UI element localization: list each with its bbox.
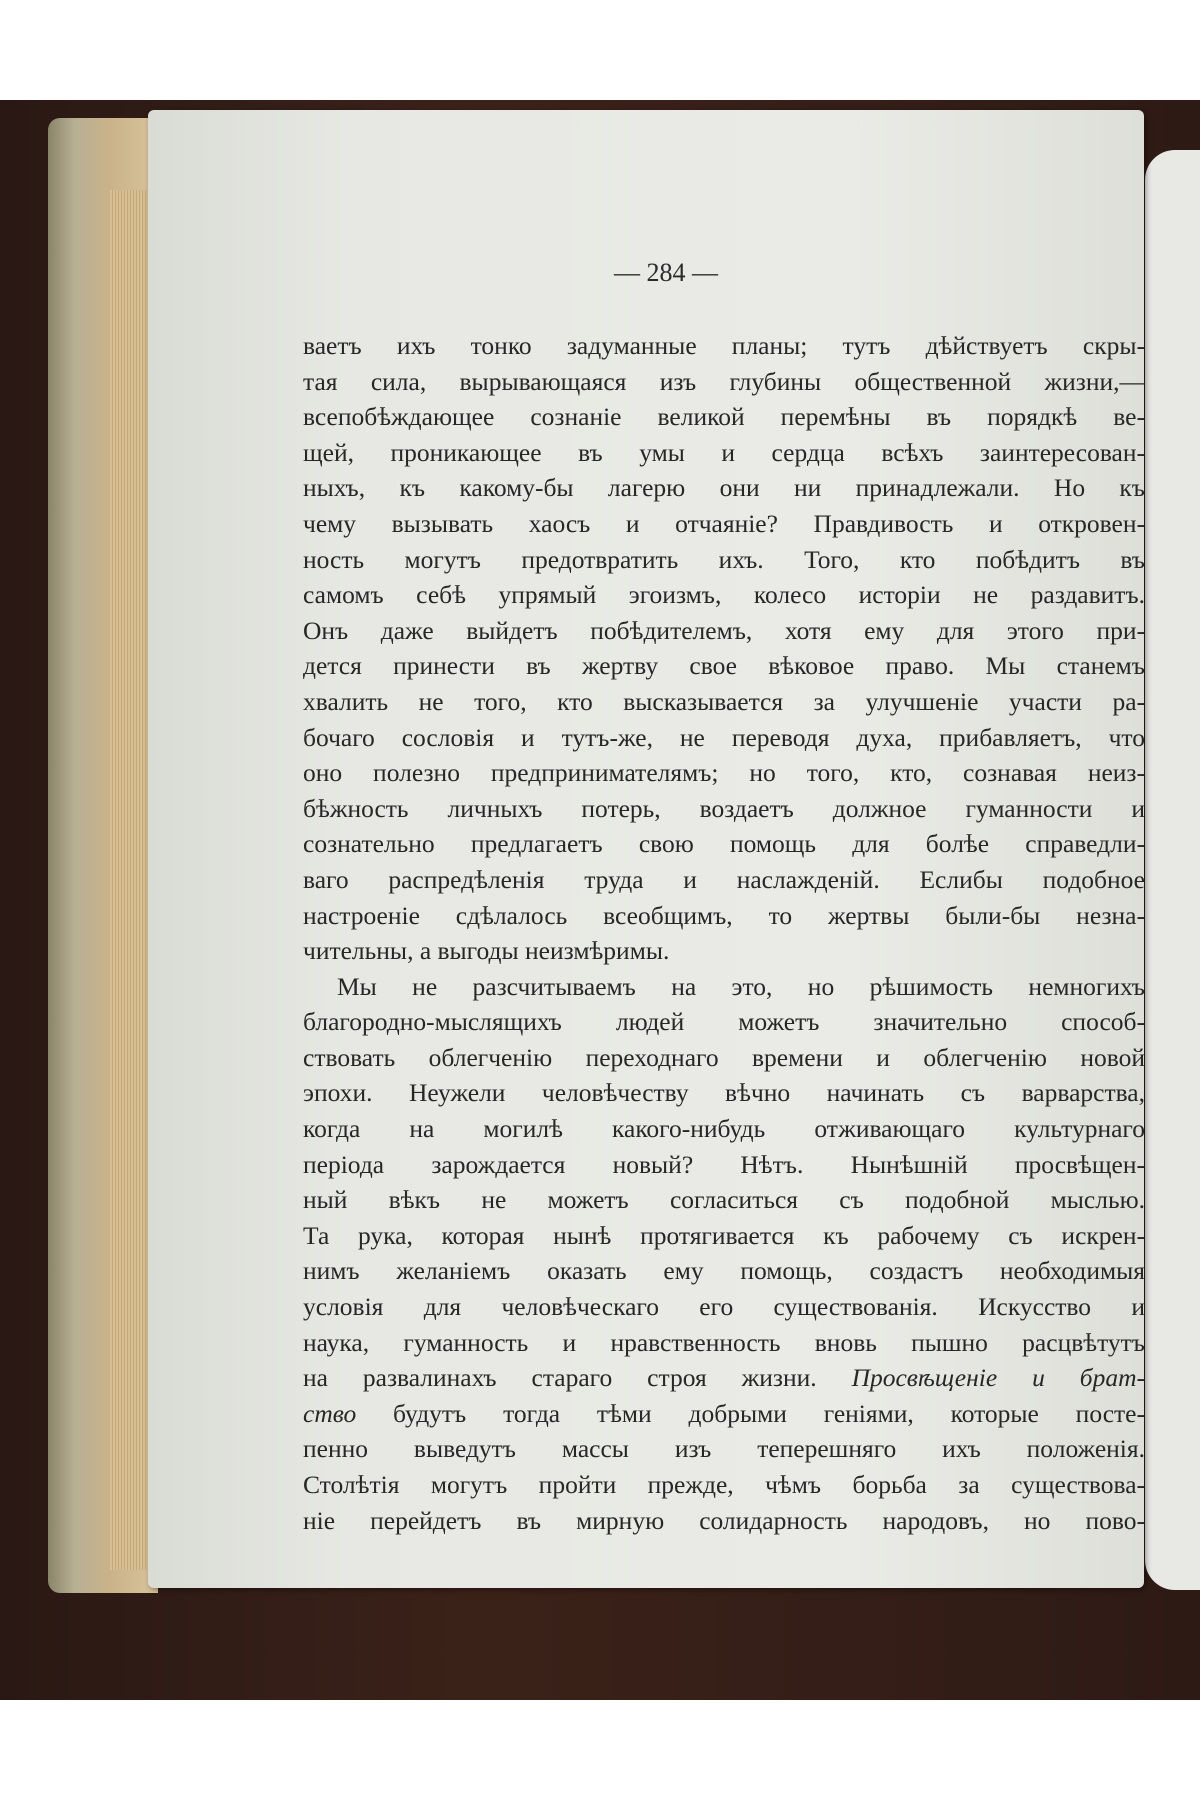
text-line: ность могутъ предотвратить ихъ. Того, кто побѣдитъ въ — [303, 544, 1145, 574]
italic-text-run: ство — [303, 1398, 357, 1428]
text-run: будутъ тогда тѣми добрыми геніями, которые посте- — [356, 1398, 1145, 1428]
book-page — [148, 110, 1144, 1588]
text-line: оно полезно предпринимателямъ; но того, кто, сознавая неиз- — [303, 758, 1145, 788]
text-line: когда на могилѣ какого-нибудь отживающаго культурнаго — [303, 1114, 1145, 1144]
text-line: хвалить не того, кто высказывается за улучшеніе участи ра- — [303, 686, 1145, 716]
text-line: Та рука, которая нынѣ протягивается къ рабочему съ искрен- — [303, 1220, 1145, 1250]
paragraph-1 — [303, 328, 1145, 969]
text-line: сознательно предлагаетъ свою помощь для болѣе справедли- — [303, 829, 1145, 859]
text-line: наука, гуманность и нравственность вновь пышно расцвѣтутъ — [303, 1327, 1145, 1357]
text-line: ный вѣкъ не можетъ согласиться съ подобной мыслью. — [303, 1185, 1145, 1215]
text-line-mixed — [303, 1396, 1145, 1432]
text-line: періода зарождается новый? Нѣтъ. Нынѣшній просвѣщен- — [303, 1149, 1145, 1179]
text-line: пенно выведутъ массы изъ теперешняго ихъ положенія. — [303, 1434, 1145, 1464]
text-line: Онъ даже выйдетъ побѣдителемъ, хотя ему для этого при- — [303, 615, 1145, 645]
text-line: чему вызывать хаосъ и отчаяніе? Правдивость и откровен- — [303, 508, 1145, 538]
text-line-mixed — [303, 1360, 1145, 1396]
text-line: ніе перейдетъ въ мирную солидарность народовъ, но пово- — [303, 1505, 1145, 1535]
text-line: дется принести въ жертву свое вѣковое право. Мы станемъ — [303, 651, 1145, 681]
page-number: — 284 — — [614, 258, 718, 287]
paragraph-2 — [303, 969, 1145, 1539]
text-line: настроеніе сдѣлалось всеобщимъ, то жертвы были-бы незна- — [303, 900, 1145, 930]
text-line: ныхъ, къ какому-бы лагерю они ни принадлежали. Но къ — [303, 473, 1145, 503]
text-line: Мы не разсчитываемъ на это, но рѣшимость немногихъ — [337, 971, 1145, 1001]
text-line: эпохи. Неужели человѣчеству вѣчно начинать съ варварства, — [303, 1078, 1145, 1108]
text-line: ваетъ ихъ тонко задуманные планы; тутъ дѣйствуетъ скры- — [303, 331, 1145, 360]
text-line: благородно-мыслящихъ людей можетъ значительно способ- — [303, 1007, 1145, 1037]
italic-text-run: Просвѣщеніе и брат- — [851, 1363, 1145, 1393]
text-line: чительны, а выгоды неизмѣримы. — [303, 936, 670, 966]
text-line: бѣжность личныхъ потерь, воздаетъ должное гуманности и — [303, 793, 1145, 823]
text-line: всепобѣждающее сознаніе великой перемѣны въ порядкѣ ве- — [303, 402, 1145, 432]
text-line: щей, проникающее въ умы и сердца всѣхъ заинтересован- — [303, 437, 1145, 467]
text-run: на развалинахъ стараго строя жизни. — [303, 1363, 852, 1393]
text-line: тая сила, вырывающаяся изъ глубины общественной жизни,— — [303, 366, 1145, 396]
text-line: ваго распредѣленія труда и наслажденій. Еслибы подобное — [303, 864, 1145, 894]
page-text — [303, 328, 1145, 1538]
text-line: условія для человѣческаго его существованія. Искусство и — [303, 1292, 1145, 1322]
text-line: Столѣтія могутъ пройти прежде, чѣмъ борьба за существова- — [303, 1470, 1145, 1499]
text-line: бочаго сословія и тутъ-же, не переводя духа, прибавляетъ, что — [303, 722, 1145, 752]
facing-page-edge — [1145, 150, 1200, 1590]
text-line: нимъ желаніемъ оказать ему помощь, создастъ необходимыя — [303, 1256, 1145, 1286]
text-line: ствовать облегченію переходнаго времени и облегченію новой — [303, 1042, 1145, 1072]
text-line: самомъ себѣ упрямый эгоизмъ, колесо исторіи не раздавитъ. — [303, 580, 1145, 610]
